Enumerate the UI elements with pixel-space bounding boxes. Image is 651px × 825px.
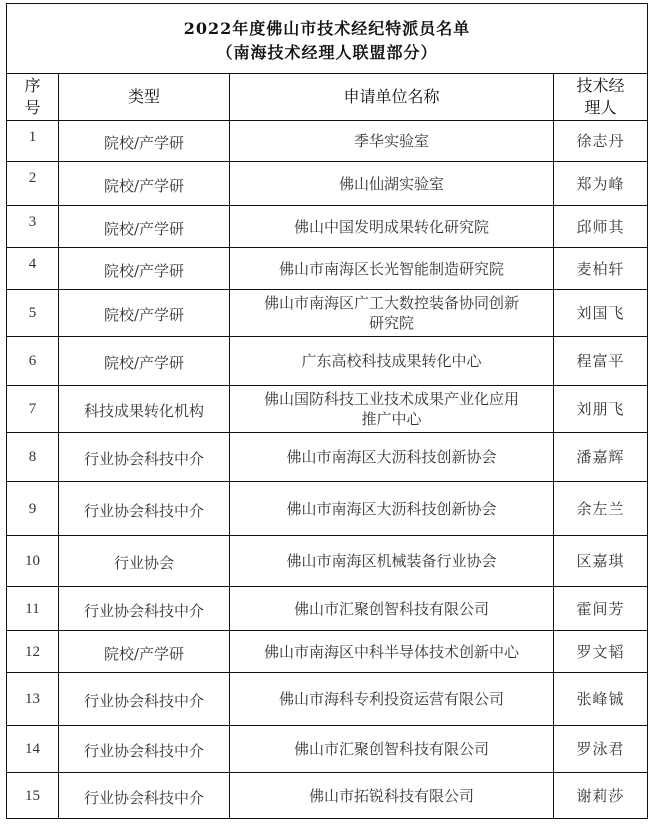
cell-manager: 区嘉琪 xyxy=(554,536,648,587)
cell-manager: 霍间芳 xyxy=(554,587,648,631)
cell-manager: 邱师其 xyxy=(554,206,648,248)
table-row xyxy=(7,121,648,162)
cell-seq: 11 xyxy=(7,587,59,631)
cell-manager: 麦柏轩 xyxy=(554,248,648,290)
cell-category: 院校/产学研 xyxy=(59,631,230,673)
cell-seq: 12 xyxy=(7,631,59,673)
cell-category: 院校/产学研 xyxy=(59,121,230,162)
cell-category: 院校/产学研 xyxy=(59,248,230,290)
unit-line-1: 佛山中国发明成果转化研究院 xyxy=(293,217,489,236)
unit-line-1: 佛山市南海区大沥科技创新协会 xyxy=(286,448,497,466)
table-row xyxy=(7,536,648,587)
cell-manager: 张峰铖 xyxy=(554,673,648,726)
cell-manager: 刘国飞 xyxy=(554,290,648,337)
cell-manager: 罗泳君 xyxy=(554,726,648,773)
cell-unit xyxy=(230,536,554,587)
cell-seq: 8 xyxy=(7,433,59,482)
cell-unit xyxy=(230,673,554,726)
header-seq-line-2: 号 xyxy=(24,98,41,117)
unit-line-1: 佛山国防科技工业技术成果产业化应用 xyxy=(263,390,519,408)
title-row xyxy=(7,4,648,74)
cell-category: 院校/产学研 xyxy=(59,162,230,206)
cell-manager: 程富平 xyxy=(554,337,648,386)
cell-seq: 15 xyxy=(7,773,59,819)
cell-manager: 徐志丹 xyxy=(554,121,648,162)
unit-line-2: 推广中心 xyxy=(361,410,422,428)
document-sheet xyxy=(6,3,647,819)
cell-unit xyxy=(230,631,554,673)
header-manager-line-2: 理人 xyxy=(584,98,617,117)
unit-line-1: 佛山市南海区广工大数控装备协同创新 xyxy=(263,294,519,312)
table-body xyxy=(7,121,648,819)
table-row xyxy=(7,162,648,206)
cell-seq: 2 xyxy=(7,162,59,206)
table-row xyxy=(7,673,648,726)
cell-category: 行业协会科技中介 xyxy=(59,433,230,482)
cell-category: 院校/产学研 xyxy=(59,206,230,248)
cell-seq: 9 xyxy=(7,482,59,536)
cell-manager: 潘嘉辉 xyxy=(554,433,648,482)
table-row xyxy=(7,587,648,631)
header-unit: 申请单位名称 xyxy=(230,74,554,121)
unit-line-1: 季华实验室 xyxy=(353,132,429,150)
cell-manager: 余左兰 xyxy=(554,482,648,536)
cell-category: 行业协会科技中介 xyxy=(59,673,230,726)
cell-unit xyxy=(230,433,554,482)
cell-unit xyxy=(230,587,554,631)
unit-line-1: 佛山市汇聚创智科技有限公司 xyxy=(293,740,489,758)
cell-unit xyxy=(230,386,554,433)
cell-unit xyxy=(230,337,554,386)
unit-line-1: 佛山市南海区大沥科技创新协会 xyxy=(286,499,497,518)
cell-unit xyxy=(230,773,554,819)
table-row xyxy=(7,206,648,248)
cell-unit xyxy=(230,162,554,206)
cell-category: 院校/产学研 xyxy=(59,337,230,386)
cell-category: 科技成果转化机构 xyxy=(59,386,230,433)
cell-seq: 4 xyxy=(7,248,59,290)
unit-line-1: 佛山市汇聚创智科技有限公司 xyxy=(293,599,489,618)
cell-unit xyxy=(230,206,554,248)
cell-category: 行业协会 xyxy=(59,536,230,587)
header-manager xyxy=(554,74,648,121)
table-row xyxy=(7,433,648,482)
table-row xyxy=(7,337,648,386)
unit-line-1: 广东高校科技成果转化中心 xyxy=(301,352,482,370)
unit-line-1: 佛山市海科专利投资运营有限公司 xyxy=(278,690,504,708)
cell-manager: 罗文韬 xyxy=(554,631,648,673)
cell-seq: 10 xyxy=(7,536,59,587)
cell-category: 行业协会科技中介 xyxy=(59,587,230,631)
unit-line-1: 佛山市南海区长光智能制造研究院 xyxy=(278,259,504,278)
cell-manager: 郑为峰 xyxy=(554,162,648,206)
cell-category: 行业协会科技中介 xyxy=(59,482,230,536)
cell-seq: 14 xyxy=(7,726,59,773)
unit-line-1: 佛山市拓锐科技有限公司 xyxy=(308,786,474,805)
title-line-2: （南海技术经理人联盟部分） xyxy=(216,42,438,62)
cell-seq: 6 xyxy=(7,337,59,386)
cell-seq: 1 xyxy=(7,121,59,162)
header-row xyxy=(7,74,648,121)
header-seq xyxy=(7,74,59,121)
cell-unit xyxy=(230,121,554,162)
cell-seq: 13 xyxy=(7,673,59,726)
header-manager-line-1: 技术经 xyxy=(576,76,625,95)
cell-seq: 3 xyxy=(7,206,59,248)
title-line-1: 2022年度佛山市技术经纪特派员名单 xyxy=(183,18,471,38)
unit-line-1: 佛山仙湖实验室 xyxy=(338,174,444,193)
cell-category: 行业协会科技中介 xyxy=(59,726,230,773)
table-title xyxy=(7,4,648,74)
table-row xyxy=(7,290,648,337)
cell-unit xyxy=(230,482,554,536)
unit-line-1: 佛山市南海区中科半导体技术创新中心 xyxy=(263,642,519,661)
cell-unit xyxy=(230,248,554,290)
cell-seq: 5 xyxy=(7,290,59,337)
table-row xyxy=(7,726,648,773)
cell-manager: 谢莉莎 xyxy=(554,773,648,819)
cell-unit xyxy=(230,726,554,773)
table-row xyxy=(7,773,648,819)
cell-unit xyxy=(230,290,554,337)
unit-line-1: 佛山市南海区机械装备行业协会 xyxy=(286,552,497,570)
header-seq-line-1: 序 xyxy=(24,76,41,95)
cell-seq: 7 xyxy=(7,386,59,433)
unit-line-2: 研究院 xyxy=(368,314,414,332)
cell-category: 院校/产学研 xyxy=(59,290,230,337)
cell-category: 行业协会科技中介 xyxy=(59,773,230,819)
dispatcher-list-table xyxy=(6,3,648,819)
table-row xyxy=(7,482,648,536)
table-row xyxy=(7,248,648,290)
table-row xyxy=(7,386,648,433)
cell-manager: 刘朋飞 xyxy=(554,386,648,433)
table-row xyxy=(7,631,648,673)
header-category: 类型 xyxy=(59,74,230,121)
